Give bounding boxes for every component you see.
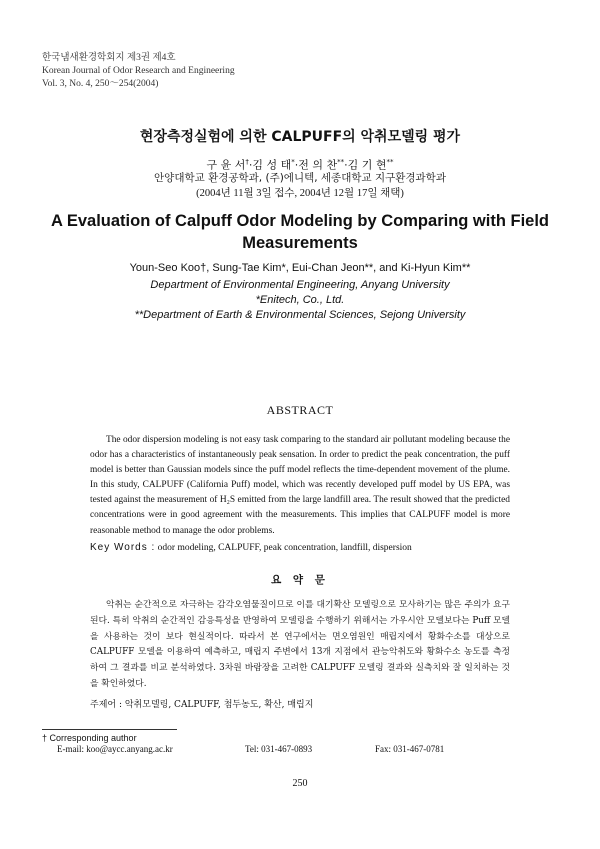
author-separator: · — [294, 158, 299, 172]
received-dates: (2004년 11월 3일 접수, 2004년 12월 17일 채택) — [196, 188, 404, 199]
author-name: 전 의 찬 — [298, 158, 338, 172]
korean-affiliation: 안양대학교 환경공학과, (주)에니텍, 세종대학교 지구환경과학과 — [154, 172, 446, 184]
english-affiliation-1: Department of Environmental Engineering, Anyang University — [150, 279, 450, 291]
footnote-rule — [42, 729, 177, 730]
korean-title: 현장측정실험에 의한 CALPUFF의 악취모델링 평가 — [139, 129, 461, 145]
author-mark: † — [245, 158, 249, 166]
english-keywords — [90, 542, 530, 553]
author-name: 김 성 태 — [252, 158, 292, 172]
english-authors: Youn-Seo Koo†, Sung-Tae Kim*, Eui-Chan Jeon**, and Ki-Hyun Kim** — [129, 262, 471, 274]
keywords-text: odor modeling, CALPUFF, peak concentration, landfill, dispersion — [157, 543, 412, 553]
page-number: 250 — [292, 778, 308, 789]
author-separator: · — [344, 158, 348, 172]
english-title: A Evaluation of Calpuff Odor Modeling by Comparing with Field Measurements — [50, 212, 550, 252]
keywords-label: Key Words : — [90, 542, 156, 553]
english-affiliation-2: *Enitech, Co., Ltd. — [255, 294, 345, 306]
author-mark: ** — [337, 158, 345, 166]
author-mark: ** — [386, 158, 394, 166]
journal-name-korean: 한국냄새환경학회지 제3권 제4호 — [42, 53, 176, 63]
contact-fax: Fax: 031-467-0781 — [375, 744, 445, 754]
journal-name-english: Korean Journal of Odor Research and Engineering — [42, 66, 235, 76]
contact-email: E-mail: koo@aycc.anyang.ac.kr — [57, 744, 173, 754]
korean-keywords — [90, 697, 313, 710]
korean-abstract-text: 악취는 순간적으로 자극하는 감각오염물질이므로 이를 대기확산 모델링으로 모사하기는 많은 주의가 요구된다. 특히 악취의 순간적인 감응특성을 반영하여 모델링을 수행하기 위해서는 가우시안 모델보다는 Puff 모델을 사용하는 것이 보다 현실적이다. 따라서 본 연구에서는 면오염원인 매립지에서 황화수소를 대상으로 CALPUFF 모델을 이용하여 예측하고, 매립지 주변에서 13개 지점에서 관능악취도와 황화수소 농도를 측정하여 그 결과를 비교 분석하였다. 3차원 바람장을 고려한 CALPUFF 모델링 결과와 실측치와 잘 일치하는 것을 확인하였다. — [90, 600, 510, 689]
contact-tel: Tel: 031-467-0893 — [245, 744, 313, 754]
author-name: 김 기 현 — [347, 158, 387, 172]
journal-header — [42, 52, 235, 91]
abstract-heading: ABSTRACT — [266, 403, 334, 417]
korean-abstract-heading: 요 약 문 — [271, 574, 329, 586]
korean-keywords-text: 악취모델링, CALPUFF, 첨두농도, 확산, 매립지 — [124, 700, 314, 710]
corresponding-author: † Corresponding author — [42, 733, 137, 743]
korean-keywords-label: 주제어 : — [90, 700, 122, 710]
abstract-text: The odor dispersion modeling is not easy task comparing to the standard air pollutant modeling because the odor has a characteristics of instantaneously peak sensation. In order to predict the peak concentration, the puff model is better than Gaussian models since the puff model reflects the time-dependent movement of the plume. In this study, CALPUFF (California Puff) model, which was recently developed puff model by US EPA, was tested against the measurement of H₂S emitted from the large landfill area. The result showed that the predicted concentrations were in good agreement with the measurements. This implies that CALPUFF model is more reasonable method to manage the odor problems. — [90, 435, 510, 536]
author-name: 구 윤 서 — [206, 158, 246, 172]
author-separator: · — [248, 158, 253, 172]
author-mark: * — [291, 158, 295, 166]
journal-volume: Vol. 3, No. 4, 250～254(2004) — [42, 79, 159, 89]
english-affiliation-3: **Department of Earth & Environmental Sciences, Sejong University — [134, 309, 466, 321]
